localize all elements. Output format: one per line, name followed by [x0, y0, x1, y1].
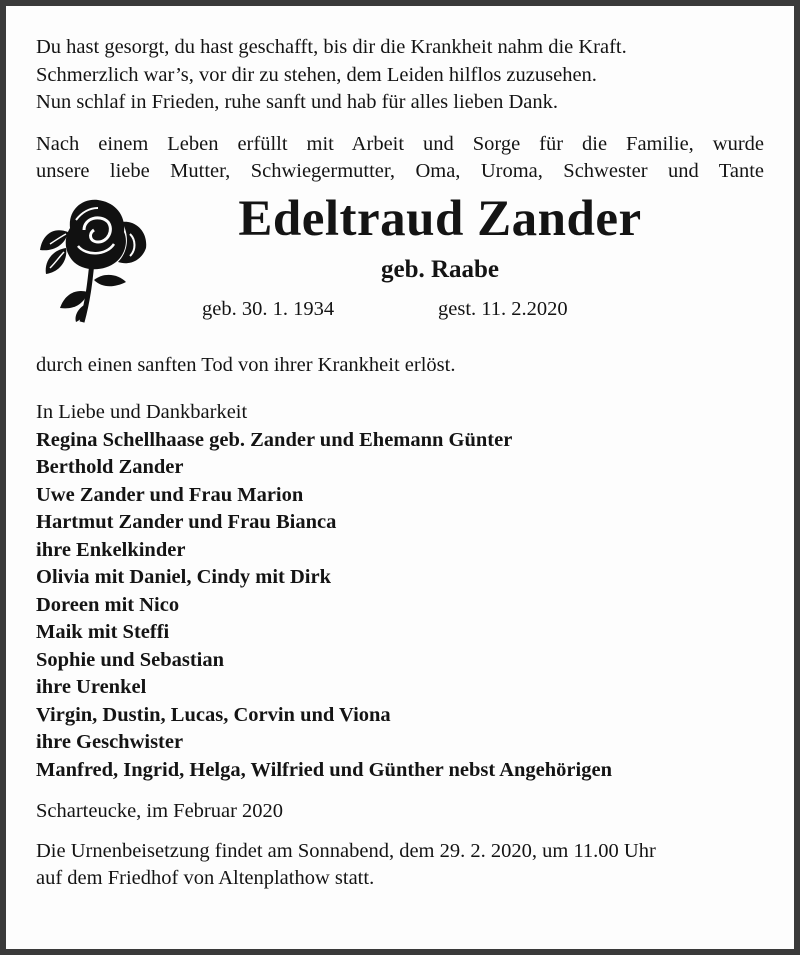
family-line: Regina Schellhaase geb. Zander und Ehemann Günter — [36, 428, 513, 451]
family-line: Virgin, Dustin, Lucas, Corvin und Viona — [36, 703, 391, 726]
family-line: Doreen mit Nico — [36, 593, 180, 616]
burial-info — [36, 838, 764, 893]
intro-line: unsere liebe Mutter, Schwiegermutter, Oma, Uroma, Schwester und Tante — [36, 160, 764, 182]
burial-line: Die Urnenbeisetzung findet am Sonnabend, dem 29. 2. 2020, um 11.00 Uhr — [36, 839, 656, 862]
poem-line: Du hast gesorgt, du hast geschafft, bis dir die Krankheit nahm die Kraft. — [36, 36, 627, 58]
place-date: Scharteucke, im Februar 2020 — [36, 800, 284, 822]
poem — [36, 34, 764, 117]
family-line: Maik mit Steffi — [36, 621, 170, 643]
family-opening: In Liebe und Dankbarkeit — [36, 401, 248, 423]
poem-line: Nun schlaf in Frieden, ruhe sanft und hab für alles lieben Dank. — [36, 91, 559, 113]
relief-text: durch einen sanften Tod von ihrer Krankheit erlöst. — [36, 353, 456, 376]
intro-line: Nach einem Leben erfüllt mit Arbeit und Sorge für die Familie, wurde — [36, 132, 764, 155]
family-line: Olivia mit Daniel, Cindy mit Dirk — [36, 566, 331, 588]
burial-line: auf dem Friedhof von Altenplathow statt. — [36, 867, 375, 889]
poem-line: Schmerzlich war’s, vor dir zu stehen, dem Leiden hilflos zuzusehen. — [36, 63, 597, 86]
family-line: ihre Geschwister — [36, 731, 184, 753]
family-list — [36, 399, 764, 784]
family-line: ihre Enkelkinder — [36, 538, 186, 561]
deceased-header — [36, 186, 764, 346]
family-line: ihre Urenkel — [36, 676, 147, 698]
family-line: Uwe Zander und Frau Marion — [36, 483, 304, 506]
family-line: Berthold Zander — [36, 456, 184, 478]
family-line: Sophie und Sebastian — [36, 648, 225, 671]
notice-content — [36, 34, 764, 893]
family-line: Hartmut Zander und Frau Bianca — [36, 511, 337, 533]
deceased-name: Edeltraud Zander — [238, 190, 642, 247]
birth-date: geb. 30. 1. 1934 — [202, 297, 335, 320]
intro-text — [36, 131, 764, 186]
family-line: Manfred, Ingrid, Helga, Wilfried und Günther nebst Angehörigen — [36, 758, 612, 781]
maiden-name: geb. Raabe — [380, 255, 500, 283]
death-date: gest. 11. 2.2020 — [438, 297, 568, 320]
